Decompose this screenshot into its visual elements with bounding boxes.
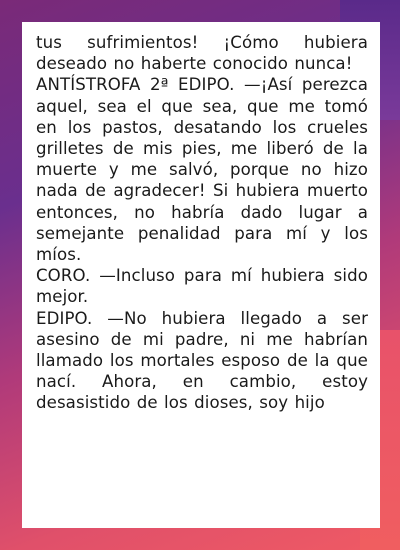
text-page	[22, 22, 380, 528]
paragraph-1: tus sufrimientos! ¡Cómo hubiera deseado no haberte conocido nunca!	[36, 33, 368, 74]
paragraph-antistrofa: ANTÍSTROFA 2ª EDIPO. —¡Así perezca aquel, sea el que sea, que me tomó en los pastos, desatando los crueles grilletes de mis pies, me liberó de la muerte y me salvó, porque no hizo nada de agradecer! Si hubiera muerto entonces, no habría dado lugar a semejante penalidad para mí y los míos.	[36, 75, 368, 265]
paragraph-edipo: EDIPO. —No hubiera llegado a ser asesino de mi padre, ni me habrían llamado los mortales esposo de la que nací. Ahora, en cambio, estoy desasistido de los dioses, soy hijo	[36, 308, 368, 413]
paragraph-coro: CORO. —Incluso para mí hubiera sido mejor.	[36, 266, 368, 307]
